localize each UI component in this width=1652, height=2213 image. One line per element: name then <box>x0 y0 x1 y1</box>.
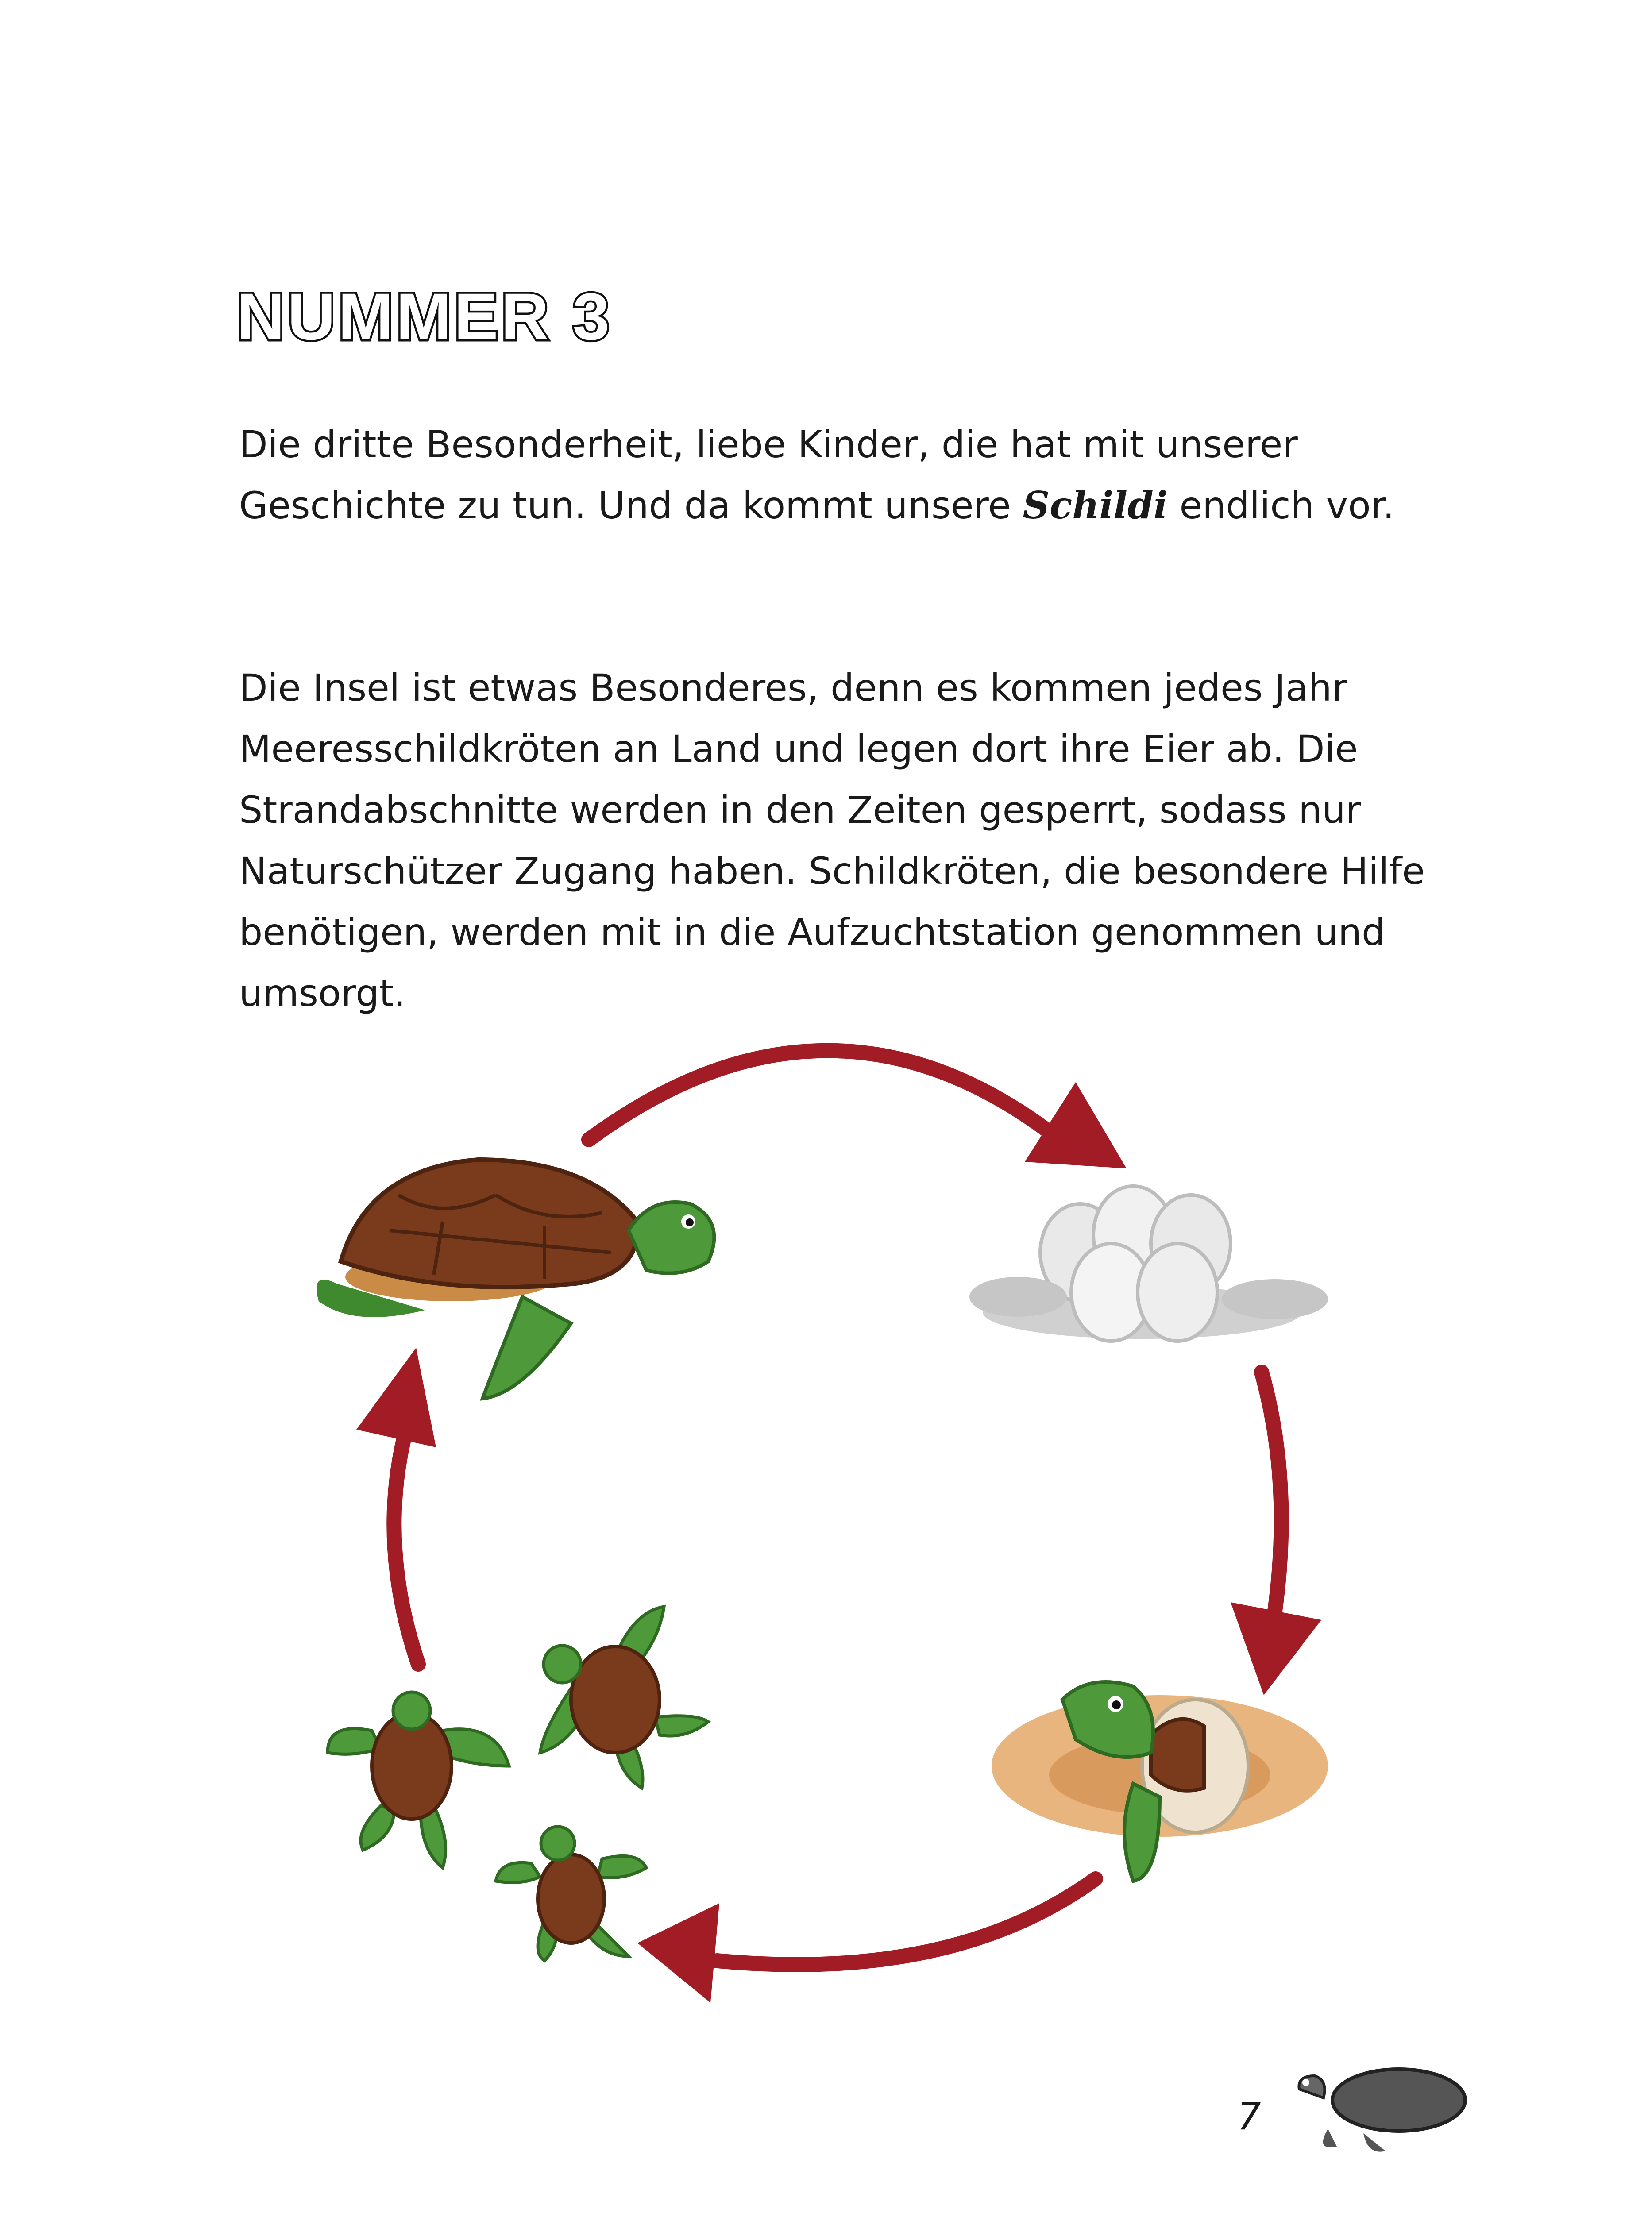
intro-text-end: endlich vor. <box>1167 484 1395 527</box>
intro-text-start: Die dritte Besonderheit, liebe Kinder, die hat mit unserer Geschichte zu tun. Und da kommt unsere <box>239 423 1298 527</box>
hatchling-left <box>328 1692 509 1868</box>
hatchling-top <box>540 1607 708 1788</box>
adult-turtle-icon <box>317 1160 714 1399</box>
schildi-name: Schildi <box>1023 483 1168 527</box>
hatchling-bottom <box>496 1827 646 1961</box>
page-number: 7 <box>1237 2095 1261 2138</box>
hatching-turtle-icon <box>992 1682 1328 1881</box>
island-paragraph: Die Insel ist etwas Besonderes, denn es kommen jedes Jahr Meeresschildkröten an Land und legen dort ihre Eier ab. Die Strandabschnitte werden in den Zeiten gesperrt, sodass nur Naturschützer Zugang haben. Schildkröten, die besondere Hilfe benötigen, werden mit in die Aufzuchtstation genommen und umsorgt. <box>239 666 1425 1015</box>
hatchlings-icon <box>328 1607 708 1961</box>
section-heading: NUMMER 3 <box>237 279 613 354</box>
arrow-hatchlings-to-adult <box>394 1425 418 1664</box>
arrowhead-hatchlings <box>637 1903 719 2003</box>
arrow-eggs-to-hatching <box>1262 1372 1281 1611</box>
corner-turtle-icon <box>1299 2069 1465 2152</box>
arrowhead-adult <box>356 1348 436 1447</box>
arrowhead-hatching <box>1231 1602 1321 1695</box>
egg-clutch-icon <box>969 1186 1328 1341</box>
arrow-hatching-to-hatchlings <box>717 1879 1096 1965</box>
arrow-adult-to-eggs <box>589 1051 1062 1142</box>
